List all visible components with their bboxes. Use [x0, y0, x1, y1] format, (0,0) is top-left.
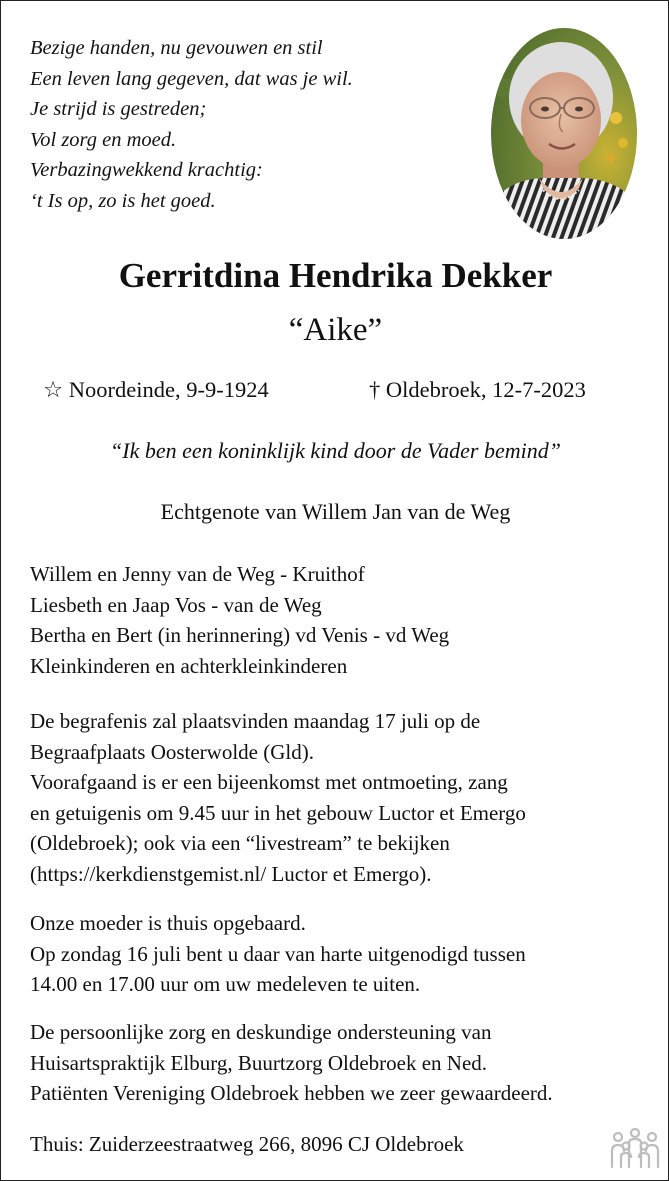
poem-line: Je strijd is gestreden; [30, 98, 207, 121]
viewing-line: Onze moeder is thuis opgebaard. [30, 911, 306, 935]
funeral-line: Begraafplaats Oosterwolde (Gld). [30, 739, 314, 764]
quote: “Ik ben een koninklijk kind door de Vader bemind” [110, 438, 561, 463]
family-line: Liesbeth en Jaap Vos - van de Weg [30, 592, 322, 617]
viewing-paragraph [30, 908, 650, 1000]
family-list [30, 559, 650, 681]
family-line: Bertha en Bert (in herinnering) vd Venis - vd Weg [30, 623, 450, 648]
family-line: Willem en Jenny van de Weg - Kruithof [30, 562, 365, 586]
death-info: † Oldebroek, 12-7-2023 [369, 377, 586, 402]
people-group-icon [609, 1127, 661, 1169]
poem [30, 33, 470, 217]
funeral-line: De begrafenis zal plaatsvinden maandag 17 juli op de [30, 709, 481, 733]
viewing-line: Op zondag 16 juli bent u daar van harte uitgenodigd tussen [30, 941, 526, 966]
funeral-paragraph [30, 706, 650, 890]
thanks-paragraph [30, 1017, 650, 1109]
thanks-line: Huisartspraktijk Elburg, Buurtzorg Oldebroek en Ned. [30, 1050, 488, 1075]
thanks-line: De persoonlijke zorg en deskundige ondersteuning van [30, 1020, 492, 1044]
deceased-name: Gerritdina Hendrika Dekker [118, 256, 553, 295]
funeral-line: Voorafgaand is er een bijeenkomst met ontmoeting, zang [30, 770, 508, 795]
thanks-line: Patiënten Vereniging Oldebroek hebben we zeer gewaardeerd. [30, 1081, 553, 1106]
poem-line: Bezige handen, nu gevouwen en stil [30, 37, 323, 59]
poem-line: ‘t Is op, zo is het goed. [30, 189, 216, 212]
poem-line: Vol zorg en moed. [30, 128, 177, 151]
poem-line: Verbazingwekkend krachtig: [30, 159, 263, 182]
family-line: Kleinkinderen en achterkleinkinderen [30, 653, 348, 678]
home-address: Thuis: Zuiderzeestraatweg 266, 8096 CJ Oldebroek [30, 1132, 464, 1156]
funeral-line: en getuigenis om 9.45 uur in het gebouw Luctor et Emergo [30, 800, 526, 825]
funeral-line: (https://kerkdienstgemist.nl/ Luctor et Emergo). [30, 861, 432, 886]
spouse-line: Echtgenote van Willem Jan van de Weg [160, 499, 511, 524]
portrait-photo [491, 28, 637, 239]
deceased-nickname: “Aike” [288, 312, 383, 348]
viewing-line: 14.00 en 17.00 uur om uw medeleven te uiten. [30, 972, 421, 997]
birth-info: ☆ Noordeinde, 9-9-1924 [43, 377, 269, 402]
funeral-line: (Oldebroek); ook via een “livestream” te bekijken [30, 831, 450, 856]
poem-line: Een leven lang gegeven, dat was je wil. [30, 67, 353, 90]
